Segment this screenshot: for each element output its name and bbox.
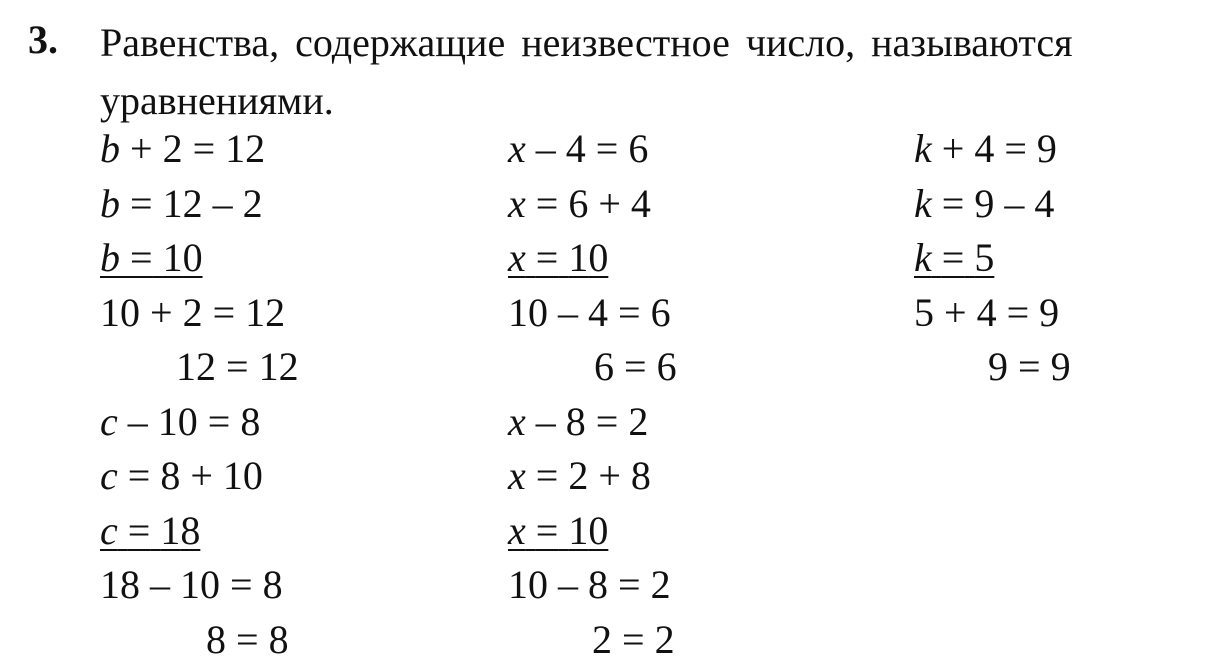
equation-text: x – 4 = 6 (508, 126, 649, 171)
equation-row (100, 177, 299, 232)
equation-row (100, 449, 299, 504)
equation-text: 9 = 9 (988, 344, 1071, 389)
variable-symbol: k (914, 235, 932, 280)
equation-row (100, 122, 299, 177)
equation-answer-text: x = 10 (508, 235, 609, 280)
equation-text: c = 8 + 10 (100, 453, 263, 498)
equations-column-k (914, 122, 1071, 395)
equation-text: 10 – 8 = 2 (508, 562, 671, 607)
equation-answer-text: x = 10 (508, 507, 609, 553)
equation-text: x = 6 + 4 (508, 180, 651, 226)
equation-row (914, 340, 1071, 395)
variable-symbol: b (100, 180, 120, 226)
equation-row (914, 177, 1071, 232)
variable-symbol: k (914, 180, 932, 226)
equation-row (508, 558, 677, 613)
equation-answer-text: b = 10 (100, 235, 203, 280)
equation-block (914, 122, 1071, 395)
task-statement (100, 14, 1200, 130)
variable-symbol: x (508, 126, 526, 171)
equation-answer-text: k = 5 (914, 235, 995, 280)
equation-row (100, 340, 299, 395)
variable-symbol: x (508, 507, 526, 553)
equation-answer-row (100, 504, 299, 559)
variable-symbol: b (100, 126, 120, 171)
equation-row (508, 286, 677, 341)
variable-symbol: x (508, 235, 526, 280)
equation-row (100, 558, 299, 613)
equation-row (508, 122, 677, 177)
equation-row (508, 613, 677, 668)
variable-symbol: c (100, 453, 118, 498)
equation-row (914, 286, 1071, 341)
equation-row (100, 395, 299, 450)
equation-answer-row (508, 231, 677, 286)
equation-answer-text: c = 18 (100, 507, 201, 553)
equation-row (914, 122, 1071, 177)
variable-symbol: x (508, 453, 526, 498)
equation-row (100, 286, 299, 341)
equation-text: k = 9 – 4 (914, 180, 1055, 226)
variable-symbol: x (508, 180, 526, 226)
equation-row (508, 449, 677, 504)
equation-text: x – 8 = 2 (508, 398, 649, 444)
equation-answer-row (914, 231, 1071, 286)
equation-block (100, 122, 299, 395)
task-number: 3. (28, 17, 58, 62)
equation-text: 12 = 12 (176, 344, 299, 389)
equations-column-b-c (100, 122, 299, 667)
task-text-line-1: Равенства, содержащие неизвестное число, называются (100, 20, 1073, 65)
equation-text: k + 4 = 9 (914, 126, 1057, 171)
equation-row (508, 177, 677, 232)
equation-text: 10 – 4 = 6 (508, 289, 671, 335)
equation-text: 8 = 8 (206, 616, 289, 662)
variable-symbol: k (914, 126, 932, 171)
task-text-line-2: уравнениями. (100, 78, 334, 123)
equation-text: c – 10 = 8 (100, 398, 261, 444)
equation-row (100, 613, 299, 668)
equation-text: b + 2 = 12 (100, 126, 266, 171)
variable-symbol: x (508, 398, 526, 444)
equation-block (508, 122, 677, 395)
equation-text: b = 12 – 2 (100, 180, 263, 226)
equation-text: 10 + 2 = 12 (100, 289, 286, 335)
variable-symbol: b (100, 235, 120, 280)
equation-answer-row (100, 231, 299, 286)
variable-symbol: c (100, 398, 118, 444)
equation-text: 5 + 4 = 9 (914, 289, 1060, 335)
equation-text: 18 – 10 = 8 (100, 562, 283, 607)
equation-row (508, 340, 677, 395)
equation-text: x = 2 + 8 (508, 453, 651, 498)
variable-symbol: c (100, 507, 118, 553)
equation-text: 6 = 6 (594, 344, 677, 389)
equations-column-x (508, 122, 677, 667)
equation-answer-row (508, 504, 677, 559)
equation-row (508, 395, 677, 450)
equation-block (508, 395, 677, 668)
equation-text: 2 = 2 (592, 616, 675, 662)
equation-block (100, 395, 299, 668)
